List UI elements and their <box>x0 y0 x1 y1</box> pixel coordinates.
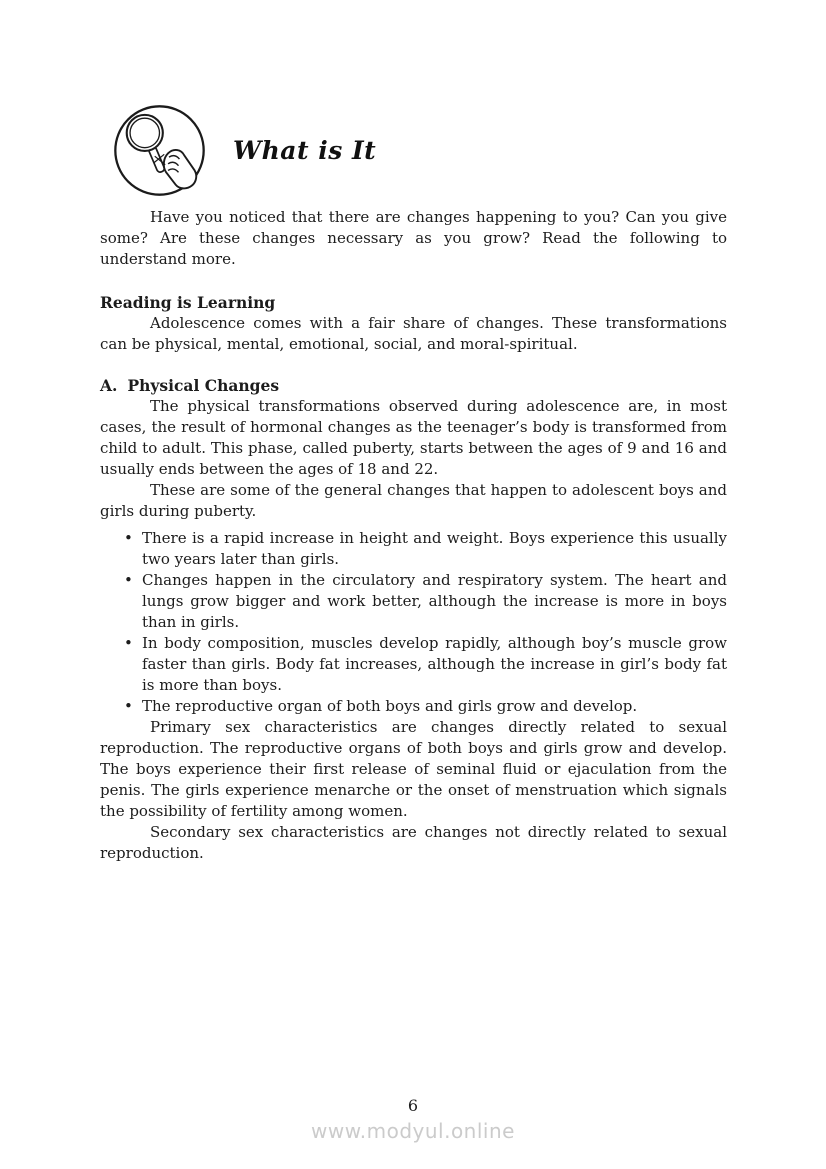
intro-paragraph: Have you noticed that there are changes happening to you? Can you give some? Are these changes necessary as you grow? Read the following to understand more. <box>100 208 727 268</box>
watermark-text: www.modyul.online <box>311 1119 515 1143</box>
reading-paragraph: Adolescence comes with a fair share of changes. These transformations can be physical, mental, emotional, social, and moral-spiritual. <box>100 314 727 353</box>
page-title: What is It <box>233 136 377 165</box>
list-item: • In body composition, muscles develop rapidly, although boy’s muscle grow faster than girls. Body fat increases, although the increase in girl’s body fat is more than boys. <box>100 633 727 696</box>
heading-label: A. <box>100 376 118 395</box>
list-item: • Changes happen in the circulatory and respiratory system. The heart and lungs grow bigger and work better, although the increase is more in boys than in girls. <box>100 570 727 633</box>
page-number: 6 <box>407 1096 419 1115</box>
physical-paragraph-1: The physical transformations observed during adolescence are, in most cases, the result of hormonal changes as the teenager’s body is transformed from child to adult. This phase, called puberty, starts between the ages of 9 and 16 and usually ends between the ages of 18 and 22. <box>100 397 727 478</box>
list-item: • There is a rapid increase in height and weight. Boys experience this usually two years later than girls. <box>100 528 727 570</box>
document-body <box>100 207 727 864</box>
physical-paragraph-2: These are some of the general changes that happen to adolescent boys and girls during puberty. <box>100 481 727 520</box>
list-item: • The reproductive organ of both boys and girls grow and develop. <box>100 696 727 717</box>
section-header <box>112 103 376 198</box>
heading-reading-is-learning: Reading is Learning <box>100 293 276 312</box>
heading-physical-changes <box>100 375 727 396</box>
secondary-sex-paragraph: Secondary sex characteristics are changes not directly related to sexual reproduction. <box>100 823 727 862</box>
heading-text: Physical Changes <box>127 376 280 395</box>
changes-bullet-list <box>100 528 727 717</box>
primary-sex-paragraph: Primary sex characteristics are changes directly related to sexual reproduction. The reproductive organs of both boys and girls grow and develop. The boys experience their first release of seminal fluid or ejaculation from the penis. The girls experience menarche or the onset of menstruation which signals the possibility of fertility among women. <box>100 718 727 820</box>
magnifier-hand-icon <box>112 103 207 198</box>
